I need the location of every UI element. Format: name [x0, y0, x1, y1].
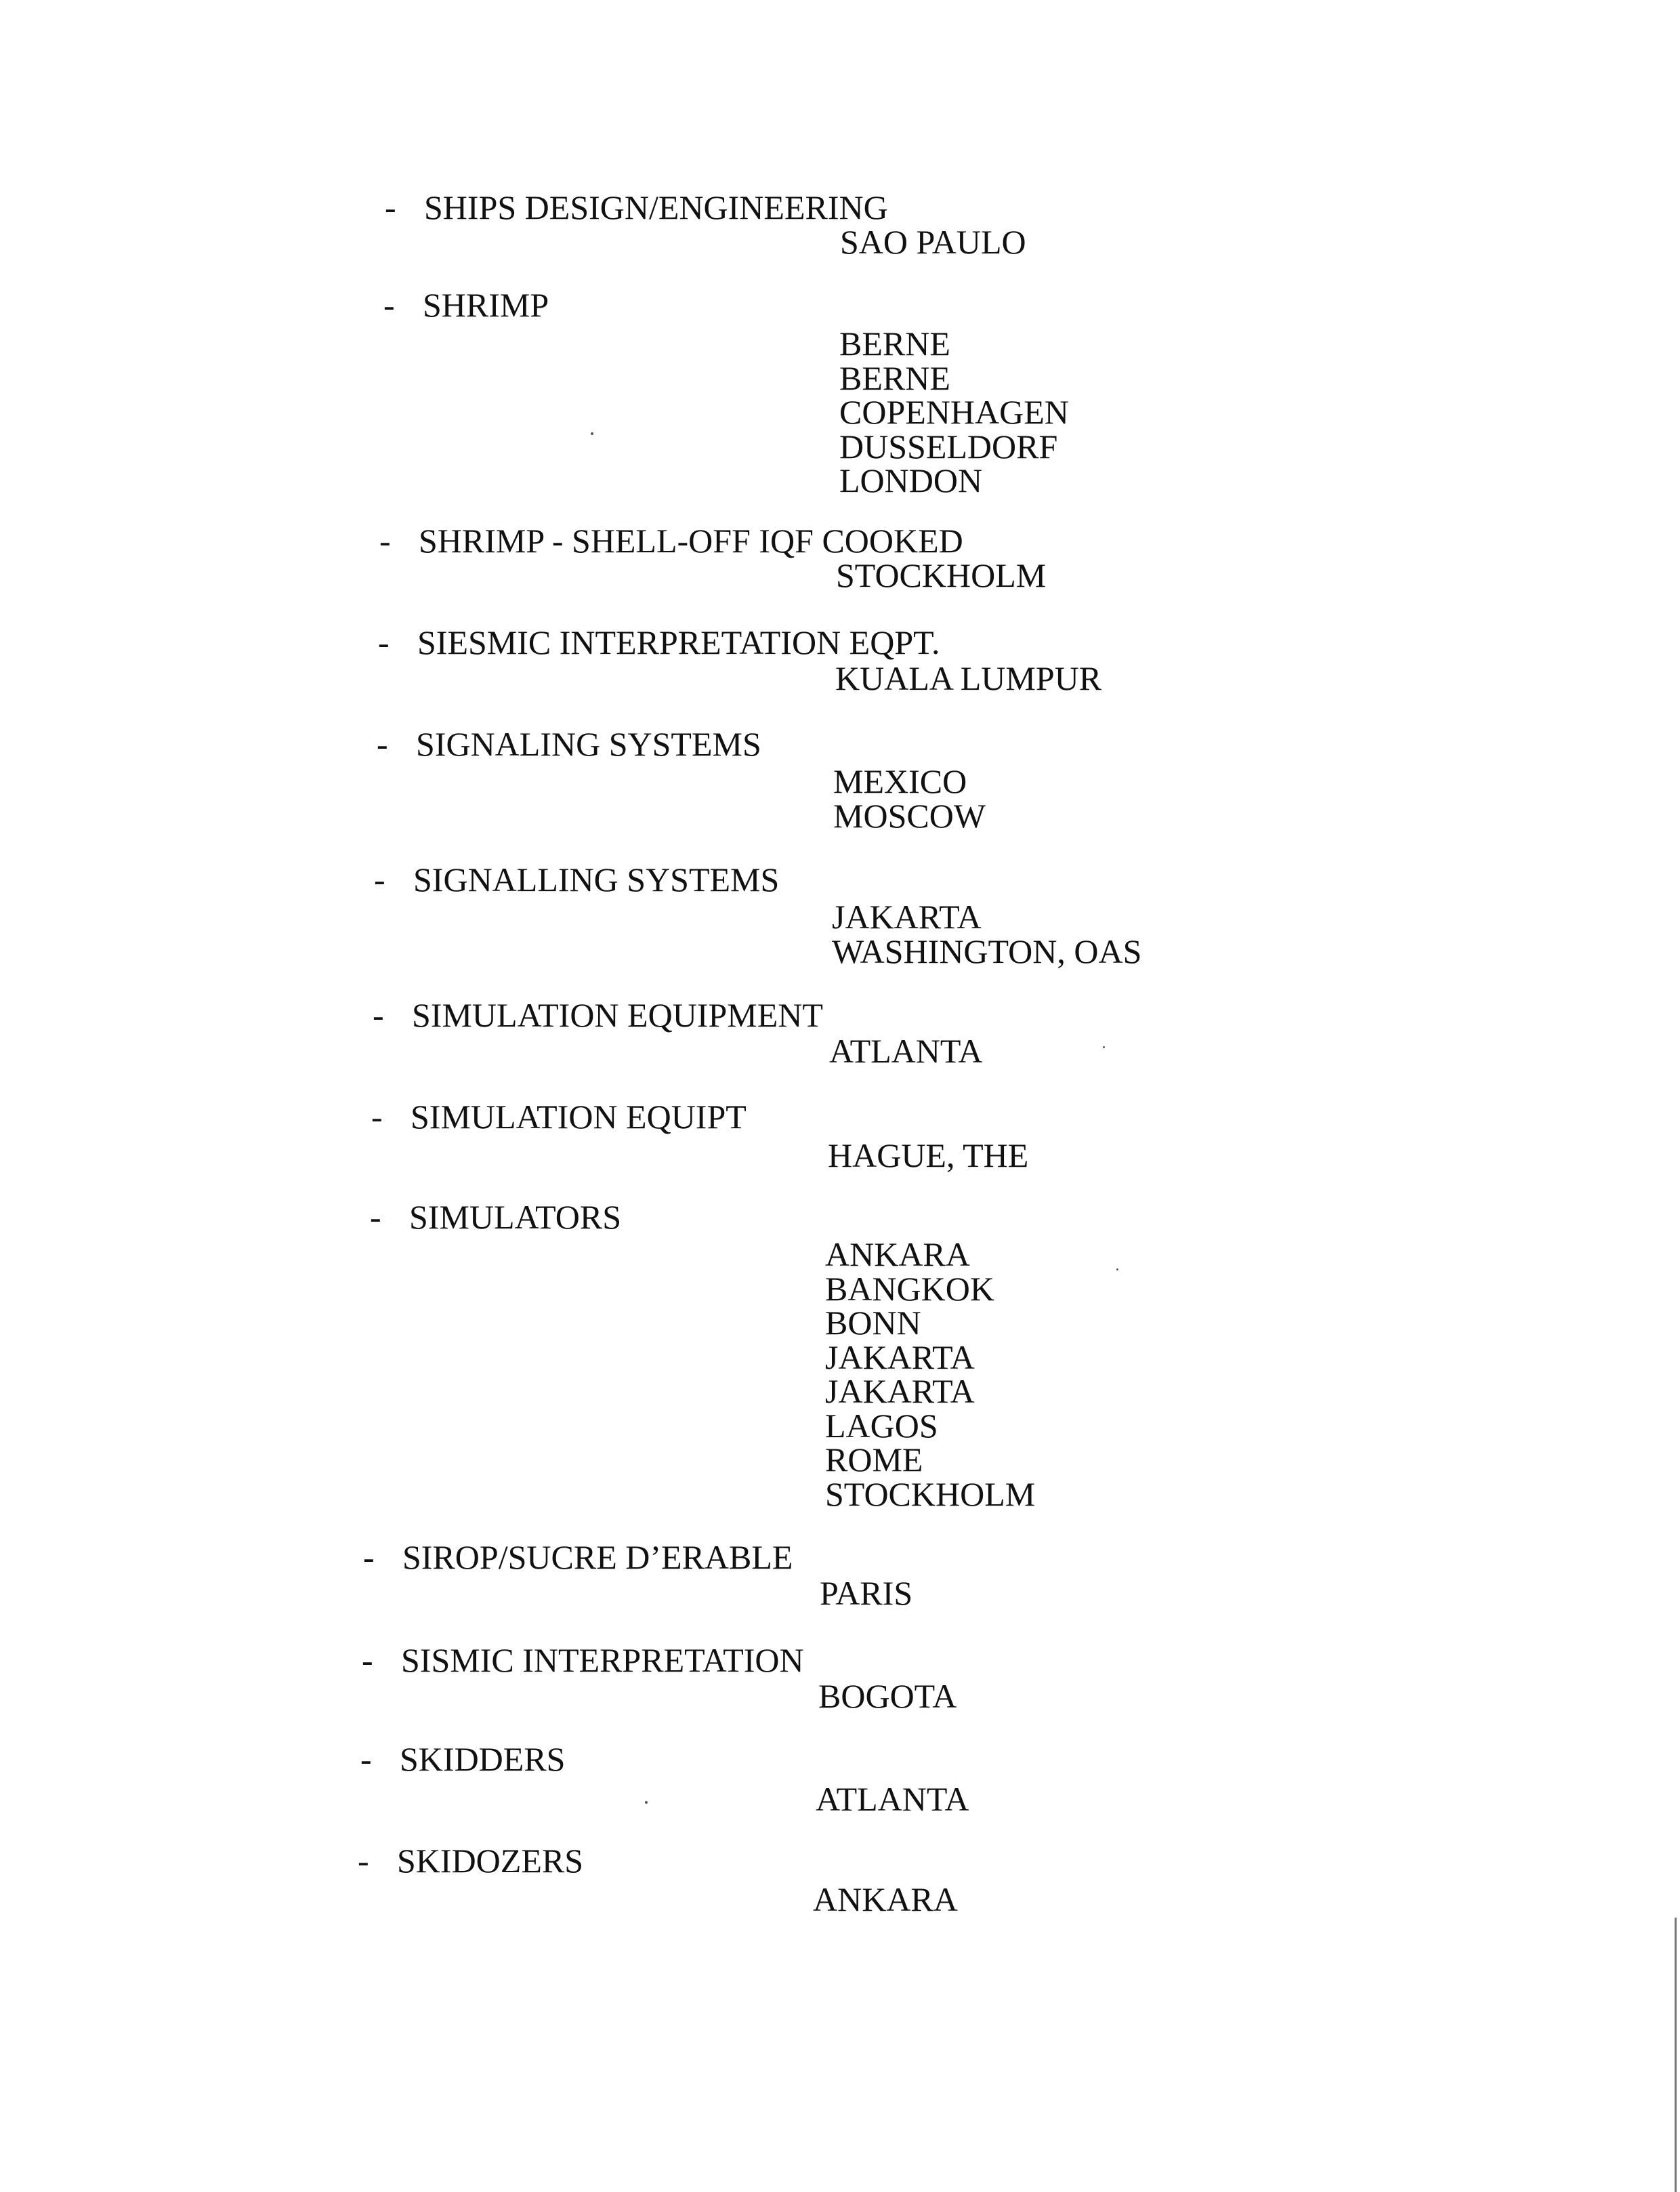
bullet-dash: -	[362, 1641, 373, 1679]
entry-label: SIGNALLING SYSTEMS	[413, 861, 780, 898]
bullet-dash: -	[373, 996, 384, 1034]
entry-heading	[378, 623, 1394, 661]
entry-heading	[358, 1842, 1374, 1880]
city: STOCKHOLM	[836, 556, 1047, 594]
entry-signalling-systems	[374, 861, 1390, 970]
city: ATLANTA	[829, 1032, 983, 1070]
entry-heading	[377, 725, 1393, 763]
bullet-dash: -	[379, 522, 391, 560]
entry-simulators	[370, 1198, 1386, 1513]
entry-label: SHRIMP	[423, 286, 549, 324]
bullet-dash: -	[377, 725, 388, 763]
scan-edge-line	[1675, 1918, 1677, 2192]
city: ATLANTA	[816, 1780, 969, 1818]
scan-speck	[1116, 1268, 1118, 1270]
city: SAO PAULO	[840, 223, 1026, 261]
city: MEXICO	[833, 762, 967, 800]
city-list	[832, 900, 1141, 968]
scan-speck	[1103, 1046, 1105, 1048]
entry-siesmic-interpretation	[378, 623, 1394, 697]
city: JAKARTA	[825, 1372, 975, 1410]
city-list	[839, 327, 1069, 498]
bullet-dash: -	[374, 861, 385, 898]
city-list	[820, 1576, 912, 1611]
entry-label: SIROP/SUCRE D’ERABLE	[402, 1538, 793, 1576]
entry-label: SIESMIC INTERPRETATION EQPT.	[417, 623, 940, 661]
city: BERNE	[839, 358, 950, 397]
entry-heading	[379, 522, 1395, 560]
city: HAGUE, THE	[828, 1136, 1029, 1174]
city-list	[833, 764, 986, 833]
city-list	[816, 1782, 969, 1817]
city: BONN	[825, 1304, 921, 1342]
entry-skidozers	[358, 1842, 1374, 1918]
city: WASHINGTON, OAS	[832, 932, 1142, 970]
entry-heading	[370, 1198, 1386, 1236]
city-list	[840, 225, 1026, 260]
entry-label: SKIDDERS	[400, 1740, 566, 1778]
entry-heading	[373, 996, 1389, 1034]
entry-heading	[374, 861, 1390, 898]
bullet-dash: -	[363, 1538, 375, 1576]
entry-heading	[383, 286, 1400, 324]
entry-heading	[385, 188, 1401, 226]
city-list	[829, 1034, 983, 1069]
entry-ships-design	[385, 188, 1401, 261]
entry-signaling-systems	[377, 725, 1393, 835]
bullet-dash: -	[383, 286, 395, 324]
city: STOCKHOLM	[825, 1474, 1036, 1513]
city: DUSSELDORF	[839, 427, 1058, 466]
entry-simulation-equipt	[371, 1098, 1387, 1174]
entry-label: SISMIC INTERPRETATION	[401, 1641, 804, 1679]
city: ROME	[825, 1441, 923, 1478]
city: LAGOS	[825, 1406, 938, 1445]
entry-label: SIMULATION EQUIPT	[411, 1098, 747, 1136]
city-list	[836, 558, 1046, 593]
scan-speck	[645, 1801, 648, 1804]
entry-heading	[360, 1740, 1377, 1778]
scan-speck	[591, 432, 593, 435]
entry-heading	[371, 1098, 1387, 1136]
entry-skidders	[360, 1740, 1377, 1818]
city-list	[835, 661, 1101, 696]
city-list	[818, 1679, 957, 1714]
city: LONDON	[839, 461, 983, 499]
city-list	[825, 1237, 1035, 1511]
city: BOGOTA	[818, 1677, 957, 1715]
bullet-dash: -	[371, 1098, 383, 1136]
city-list	[828, 1138, 1028, 1173]
bullet-dash: -	[370, 1198, 381, 1236]
entry-label: SIMULATION EQUIPMENT	[412, 996, 823, 1034]
city: BERNE	[839, 325, 950, 363]
city: MOSCOW	[833, 796, 986, 835]
entry-shrimp	[383, 286, 1400, 499]
bullet-dash: -	[385, 188, 396, 226]
entry-sismic-interpretation	[362, 1641, 1378, 1715]
city: COPENHAGEN	[839, 393, 1069, 431]
entry-heading	[362, 1641, 1378, 1679]
entry-label: SKIDOZERS	[397, 1842, 584, 1880]
bullet-dash: -	[360, 1740, 372, 1778]
city: PARIS	[820, 1574, 913, 1612]
city: ANKARA	[813, 1880, 958, 1918]
entry-shrimp-shell-off	[379, 522, 1395, 594]
bullet-dash: -	[378, 623, 390, 661]
bullet-dash: -	[358, 1842, 369, 1880]
entry-simulation-equipment	[373, 996, 1389, 1070]
city: ANKARA	[825, 1235, 970, 1273]
city: BANGKOK	[825, 1269, 994, 1308]
entry-heading	[363, 1538, 1379, 1576]
entry-label: SHRIMP - SHELL-OFF IQF COOKED	[419, 522, 963, 560]
city: KUALA LUMPUR	[835, 659, 1102, 697]
city: JAKARTA	[825, 1338, 975, 1376]
entry-label: SIGNALING SYSTEMS	[416, 725, 761, 763]
entry-label: SIMULATORS	[409, 1198, 622, 1236]
entry-label: SHIPS DESIGN/ENGINEERING	[424, 188, 888, 226]
entry-sirop-sucre	[363, 1538, 1379, 1612]
city-list	[813, 1882, 958, 1917]
city: JAKARTA	[832, 898, 982, 936]
